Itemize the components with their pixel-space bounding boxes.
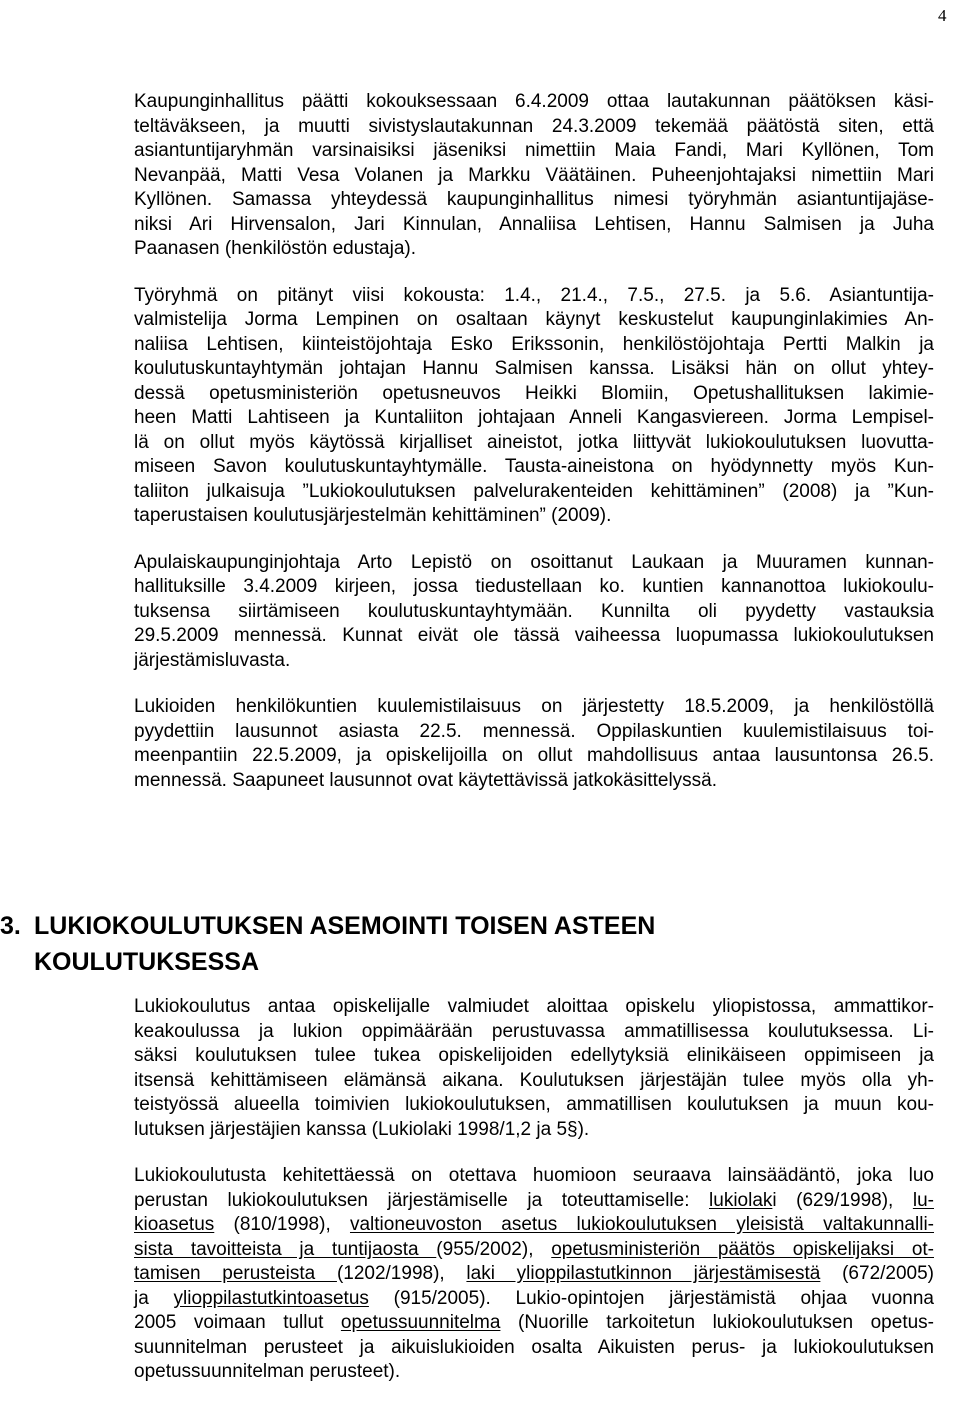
text-line: teltäväkseen, ja muutti sivistyslautakunnan 24.3.2009 tekemää päätöstä siten, että <box>134 115 934 137</box>
section-title-line-1: LUKIOKOULUTUKSEN ASEMOINTI TOISEN ASTEEN <box>34 912 656 940</box>
link-valtioneuvoston-asetus-cont[interactable]: sista tavoitteista ja tuntijaosta <box>134 1238 437 1260</box>
text-line: meenpantiin 22.5.2009, ja opiskelijoilla on ollut mahdollisuus antaa lausuntonsa 26.5. <box>134 745 934 766</box>
text-span: ja <box>134 1287 174 1309</box>
link-valtioneuvoston-asetus[interactable]: valtioneuvoston asetus lukiokoulutuksen yleisistä valtakunnalli- <box>349 1214 934 1235</box>
link-opetussuunnitelma[interactable]: opetussuunnitelma <box>340 1312 501 1333</box>
text-line: Työryhmä on pitänyt viisi kokousta: 1.4., 21.4., 7.5., 27.5. ja 5.6. Asiantuntija- <box>134 284 934 306</box>
document-body <box>134 90 934 793</box>
text-line: niksi Ari Hirvensalon, Jari Kinnulan, Annaliisa Lehtisen, Hannu Salmisen ja Juha <box>134 213 934 235</box>
text-line <box>134 1287 934 1312</box>
paragraph-lukiokoulutus <box>134 995 934 1142</box>
text-line: Kyllönen. Samassa yhteydessä kaupunginhallitus nimesi työryhmän asiantuntijajäse- <box>134 189 934 210</box>
text-line: Lukiokoulutus antaa opiskelijalle valmiudet aloittaa opiskelu yliopistossa, ammattikor- <box>134 996 934 1017</box>
link-lukioasetus[interactable]: lu- <box>912 1189 934 1211</box>
text-span: (1202/1998), <box>336 1263 467 1284</box>
text-span: (915/2005). Lukio-opintojen järjestämistä ohjaa vuonna <box>368 1287 934 1309</box>
link-opetusministerion-paatos[interactable]: opetusministeriön päätös opiskelijaksi ot- <box>551 1238 934 1260</box>
paragraph-apulaiskaupunginjohtaja <box>134 551 934 674</box>
text-line: mennessä. Saapuneet lausunnot ovat käytettävissä jatkokäsittelyssä. <box>134 769 718 791</box>
text-line: heen Matti Lahtiseen ja Kuntaliiton johtajaan Anneli Kangasviereen. Jorma Lempisel- <box>134 407 934 428</box>
text-line <box>134 1238 934 1263</box>
link-lukiolaki[interactable]: lukiolak <box>709 1189 773 1211</box>
text-line: Lukiokoulutusta kehitettäessä on otettava huomioon seuraava lainsäädäntö, joka luo <box>134 1165 934 1186</box>
text-line: teistyössä alueella toimivien lukiokoulutuksen, ammatillisen koulutuksen ja muun kou- <box>134 1094 934 1115</box>
text-line: koulutuskuntayhtymän johtajan Hannu Salmisen kanssa. Lisäksi hän on ollut yhtey- <box>134 358 934 379</box>
text-line: itsensä kehittämiseen elämänsä aikana. Koulutuksen järjestäjän tulee myös olla yh- <box>134 1069 934 1091</box>
text-line: lä on ollut myös käytössä kirjalliset aineistot, jotka liittyvät lukiokoulutuksen luovutta- <box>134 431 934 453</box>
text-span: (955/2002), <box>436 1238 552 1260</box>
text-line <box>134 1213 934 1238</box>
text-line <box>134 1189 934 1214</box>
text-span: (Nuorille tarkoitetun lukiokoulutuksen opetus- <box>500 1312 934 1333</box>
paragraph-kuulemistilaisuus <box>134 695 934 793</box>
text-span: i (629/1998), <box>772 1189 913 1211</box>
link-ylioppilastutkintoasetus[interactable]: ylioppilastutkintoasetus <box>173 1287 369 1309</box>
text-line: opetussuunnitelman perusteet). <box>134 1361 401 1382</box>
text-line: valmistelija Jorma Lempinen on osaltaan käynyt keskustelut kaupunginlakimies An- <box>134 309 934 330</box>
link-laki-ylioppilastutkinnon[interactable]: laki ylioppilastutkinnon järjestämisestä <box>466 1263 821 1284</box>
text-span: (810/1998), <box>214 1214 350 1235</box>
section-title-line-2: KOULUTUKSESSA <box>34 948 260 976</box>
text-line: lutuksen järjestäjien kanssa (Lukiolaki 1998/1,2 ja 5§). <box>134 1118 590 1140</box>
text-line: dessä opetusministeriön opetusneuvos Heikki Blomiin, Opetushallituksen lakimie- <box>134 382 934 404</box>
page-number: 4 <box>938 6 947 25</box>
text-span: perustan lukiokoulutuksen järjestämiselle ja toteuttamiselle: <box>134 1189 710 1211</box>
section-heading <box>0 908 960 980</box>
text-line <box>134 1262 934 1287</box>
text-line: Paanasen (henkilöstön edustaja). <box>134 238 417 259</box>
text-line: Lukioiden henkilökuntien kuulemistilaisuus on järjestetty 18.5.2009, ja henkilöstöllä <box>134 696 934 717</box>
text-line: asiantuntijaryhmän varsinaisiksi jäseniksi nimettiin Maia Fandi, Mari Kyllönen, Tom <box>134 140 934 161</box>
text-line: Kaupunginhallitus päätti kokouksessaan 6.4.2009 ottaa lautakunnan päätöksen käsi- <box>134 91 934 112</box>
paragraph-tyoryhma <box>134 284 934 529</box>
text-span: (672/2005) <box>820 1263 935 1284</box>
paragraph-kaupunginhallitus <box>134 90 934 262</box>
text-line: suunnitelman perusteet ja aikuislukioiden osalta Aikuisten perus- ja lukiokoulutuksen <box>134 1336 934 1358</box>
text-line: taperustaisen koulutusjärjestelmän kehittäminen” (2009). <box>134 505 612 526</box>
text-line: naliisa Lehtisen, kiinteistöjohtaja Esko Erikssonin, henkilöstöjohtaja Pertti Malkin ja <box>134 333 934 355</box>
text-line: 29.5.2009 mennessä. Kunnat eivät ole tässä vaiheessa luopumassa lukiokoulutuksen <box>134 625 934 646</box>
text-line: pyydettiin lausunnot asiasta 22.5. mennessä. Oppilaskuntien kuulemistilaisuus toi- <box>134 720 934 742</box>
text-line: Apulaiskaupunginjohtaja Arto Lepistö on osoittanut Laukaan ja Muuramen kunnan- <box>134 551 934 573</box>
text-line: hallituksille 3.4.2009 kirjeen, jossa tiedustellaan ko. kuntien kannanottoa lukiokoulu- <box>134 576 934 597</box>
text-line <box>134 1311 934 1336</box>
section-number: 3. <box>0 912 21 940</box>
text-line: Nevanpää, Matti Vesa Volanen ja Markku Väätäinen. Puheenjohtajaksi nimettiin Mari <box>134 164 934 186</box>
section-3-body <box>134 995 934 1385</box>
text-line: miseen Savon koulutuskuntayhtymälle. Tausta-aineistona on hyödynnetty myös Kun- <box>134 456 934 477</box>
paragraph-lainsaadanto <box>134 1164 934 1385</box>
text-line: taliiton julkaisuja ”Lukiokoulutuksen palvelurakenteiden kehittäminen” (2008) ja ”Kun- <box>134 480 934 502</box>
link-lukioasetus-cont[interactable]: kioasetus <box>134 1214 215 1235</box>
link-opetusministerion-paatos-cont[interactable]: tamisen perusteista <box>134 1263 337 1284</box>
text-span: 2005 voimaan tullut <box>134 1312 341 1333</box>
text-line: järjestämisluvasta. <box>134 649 291 671</box>
text-line: keakoulussa ja lukion oppimäärään perustuvassa ammatillisessa koulutuksessa. Li- <box>134 1020 934 1042</box>
text-line: tuksensa siirtämiseen koulutuskuntayhtymään. Kunnilta oli pyydetty vastauksia <box>134 600 934 622</box>
text-line: säksi koulutuksen tulee tukea opiskelijoiden edellytyksiä elinikäiseen oppimiseen ja <box>134 1045 934 1066</box>
